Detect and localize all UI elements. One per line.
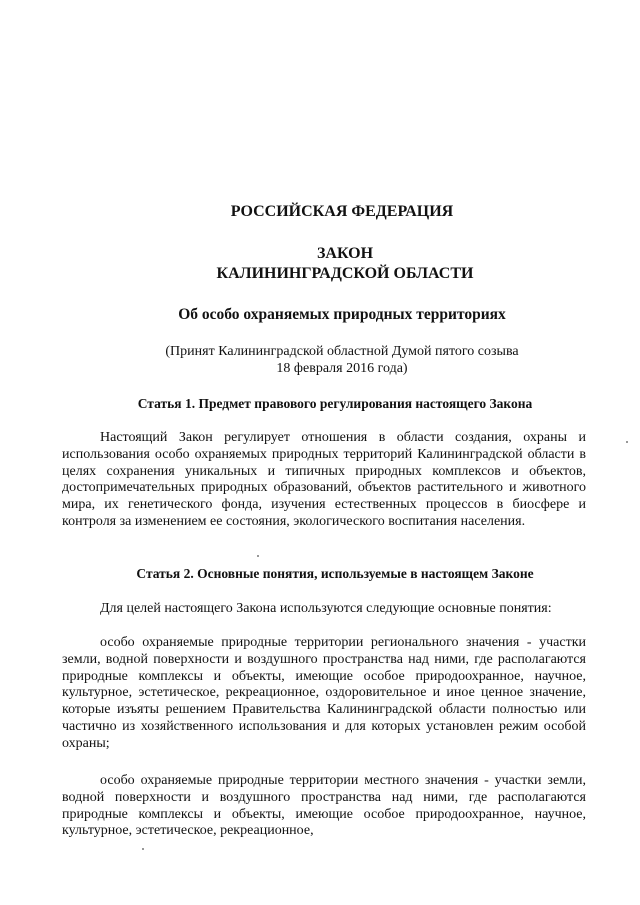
adoption-note-line1: (Принят Калининградской областной Думой пятого созыва bbox=[165, 344, 519, 359]
law-subject-title: Об особо охраняемых природных территориях bbox=[178, 306, 506, 323]
article-2-definition-regional: особо охраняемые природные территории регионального значения - участки земли, водной поверхности и воздушного пространства над ними, где располагаются природные комплексы и объекты, имеющие особое природоохранное, научное, культурное, эстетическое, рекреационное, оздоровительное и иное ценное значение, которые изъяты решением Правительства Калининградской области полностью или частично из хозяйственного использования и для которых установлен режим особой охраны; bbox=[62, 635, 586, 751]
country-heading: РОССИЙСКАЯ ФЕДЕРАЦИЯ bbox=[230, 203, 454, 220]
article-2-definition-local: особо охраняемые природные территории местного значения - участки земли, водной поверхности и воздушного пространства над ними, где располагаются природные комплексы и объекты, имеющие особое природоохранное, научное, культурное, эстетическое, рекреационное, bbox=[62, 773, 586, 839]
article-2-title: Статья 2. Основные понятия, используемые в настоящем Законе bbox=[136, 566, 534, 581]
article-2-intro: Для целей настоящего Закона используются следующие основные понятия: bbox=[100, 601, 552, 616]
law-heading-line1: ЗАКОН bbox=[316, 245, 374, 262]
adoption-note-line2: 18 февраля 2016 года) bbox=[276, 361, 408, 376]
scan-speck bbox=[626, 441, 628, 443]
law-heading-line2: КАЛИНИНГРАДСКОЙ ОБЛАСТИ bbox=[216, 265, 474, 282]
article-1-title: Статья 1. Предмет правового регулирования настоящего Закона bbox=[137, 396, 533, 411]
adoption-note bbox=[22, 343, 640, 377]
scan-speck bbox=[142, 848, 144, 850]
law-heading bbox=[25, 244, 640, 284]
article-1-paragraph: Настоящий Закон регулирует отношения в области создания, охраны и использования особо охраняемых природных территорий Калининградской области в целях сохранения уникальных и типичных природных комплексов и объектов, достопримечательных природных образований, объектов растительного и животного мира, их генетического фонда, изучения естественных процессов в биосфере и контроля за изменением ее состояния, экологического воспитания населения. bbox=[62, 430, 586, 529]
scan-speck bbox=[257, 555, 259, 557]
